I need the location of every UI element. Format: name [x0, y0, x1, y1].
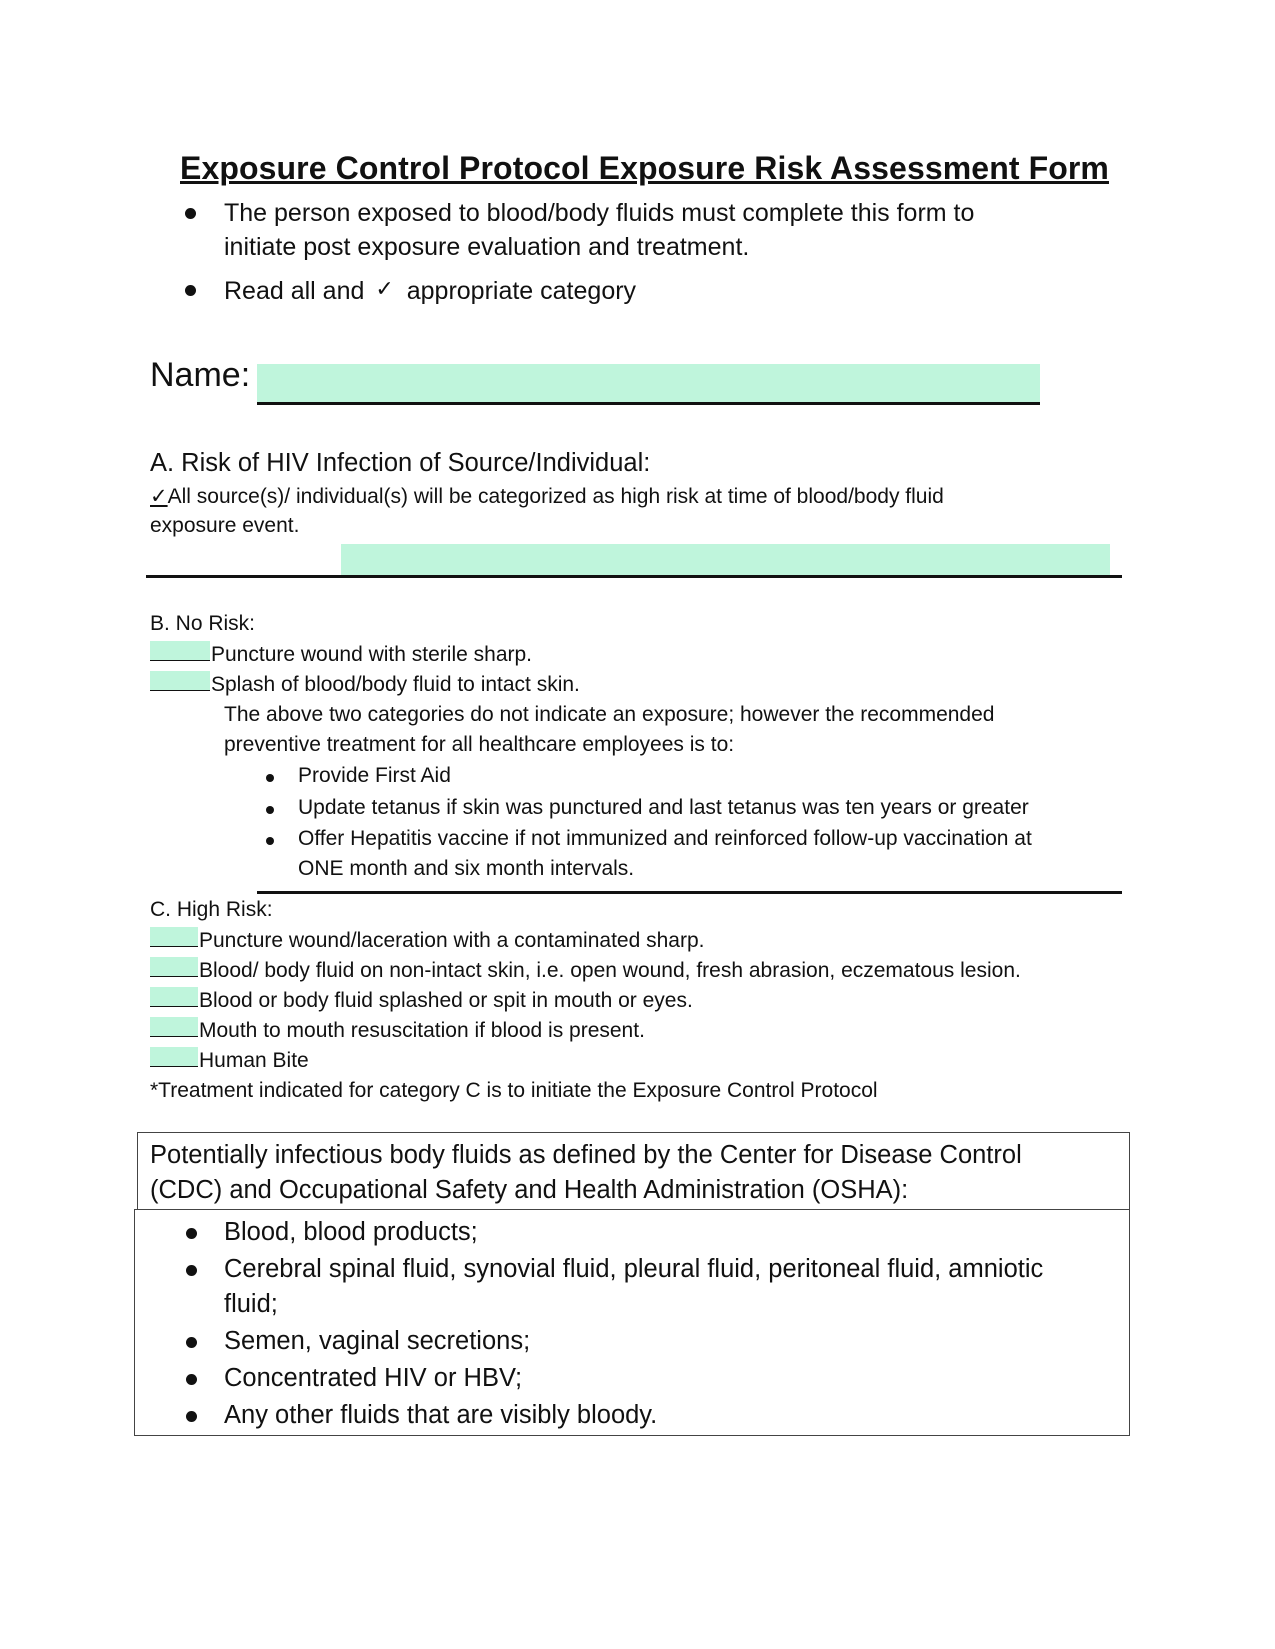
intro-bullet-1-line-2: initiate post exposure evaluation and treatment. [224, 233, 750, 261]
section-a-heading: A. Risk of HIV Infection of Source/Individual: [150, 449, 651, 477]
bullet-icon [186, 1411, 197, 1422]
checkbox-label: Puncture wound with sterile sharp. [211, 643, 532, 666]
section-b-bullet-3-line-2: ONE month and six month intervals. [298, 857, 635, 880]
checkbox-blank[interactable] [150, 1017, 198, 1037]
checkbox-row [150, 957, 1021, 984]
section-b-bullet-1: Provide First Aid [298, 764, 451, 787]
bullet-icon [186, 1265, 197, 1276]
checkbox-row [150, 641, 532, 668]
checkbox-row [150, 927, 704, 954]
checkbox-label: Mouth to mouth resuscitation if blood is present. [199, 1019, 645, 1042]
bullet-icon [186, 1374, 197, 1385]
fluid-item: Blood, blood products; [224, 1218, 478, 1246]
checkbox-row [150, 1047, 309, 1074]
form-title: Exposure Control Protocol Exposure Risk Assessment Form [180, 150, 1109, 186]
section-b-note-line-2: preventive treatment for all healthcare employees is to: [224, 733, 735, 756]
name-field-value [257, 364, 265, 395]
bullet-icon [185, 285, 196, 296]
checkmark-icon: ✓ [150, 485, 168, 508]
bullet-icon [186, 1228, 197, 1239]
checkbox-row [150, 671, 580, 698]
fluid-item: Concentrated HIV or HBV; [224, 1364, 523, 1392]
checkbox-blank[interactable] [150, 1047, 198, 1067]
name-underline [257, 402, 1040, 405]
name-label: Name: [150, 356, 251, 394]
intro-bullet-2 [224, 277, 636, 306]
fluids-box-header-line-2: (CDC) and Occupational Safety and Health Administration (OSHA): [150, 1176, 909, 1204]
section-a-response-field[interactable] [341, 544, 1110, 575]
fluid-item: Any other fluids that are visibly bloody. [224, 1401, 658, 1429]
section-c-heading: C. High Risk: [150, 898, 273, 921]
section-b-note-line-1: The above two categories do not indicate an exposure; however the recommended [224, 703, 995, 726]
fluid-item-line-2: fluid; [224, 1290, 278, 1318]
checkbox-blank[interactable] [150, 957, 198, 977]
checkbox-label: Blood/ body fluid on non-intact skin, i.e. open wound, fresh abrasion, eczematous lesion. [199, 959, 1021, 982]
checkbox-label: Splash of blood/body fluid to intact skin. [211, 673, 580, 696]
checkbox-label: Blood or body fluid splashed or spit in mouth or eyes. [199, 989, 693, 1012]
bullet-icon [266, 774, 274, 782]
checkbox-blank[interactable] [150, 641, 210, 661]
divider [146, 575, 1122, 578]
section-a-line-1 [150, 484, 944, 509]
name-field[interactable] [257, 364, 1040, 404]
fluids-box-header-line-1: Potentially infectious body fluids as defined by the Center for Disease Control [150, 1141, 1022, 1169]
checkbox-blank[interactable] [150, 987, 198, 1007]
section-b-heading: B. No Risk: [150, 612, 256, 635]
checkmark-icon: ✓ [375, 276, 394, 301]
section-b-bullet-2: Update tetanus if skin was punctured and last tetanus was ten years or greater [298, 796, 1029, 819]
intro-bullet-1-line-1: The person exposed to blood/body fluids must complete this form to [224, 199, 975, 227]
checkbox-label: Human Bite [199, 1049, 309, 1072]
divider [257, 891, 1122, 894]
checkbox-row [150, 987, 693, 1014]
fluid-item: Cerebral spinal fluid, synovial fluid, pleural fluid, peritoneal fluid, amniotic [224, 1255, 1044, 1283]
fluid-item: Semen, vaginal secretions; [224, 1327, 531, 1355]
bullet-icon [185, 208, 196, 219]
bullet-icon [266, 837, 274, 845]
section-a-line-2: exposure event. [150, 514, 300, 537]
bullet-icon [266, 806, 274, 814]
section-a-line-1-text: All source(s)/ individual(s) will be categorized as high risk at time of blood/body fluid [167, 485, 944, 508]
section-c-footnote: *Treatment indicated for category C is to initiate the Exposure Control Protocol [150, 1079, 878, 1102]
checkbox-blank[interactable] [150, 671, 210, 691]
bullet-icon [186, 1337, 197, 1348]
checkbox-row [150, 1017, 645, 1044]
checkbox-label: Puncture wound/laceration with a contaminated sharp. [199, 929, 705, 952]
intro-bullet-2-text: Read all and [224, 277, 365, 305]
intro-bullet-2-text-after: appropriate category [406, 277, 637, 305]
checkbox-blank[interactable] [150, 927, 198, 947]
section-b-bullet-3: Offer Hepatitis vaccine if not immunized and reinforced follow-up vaccination at [298, 827, 1032, 850]
